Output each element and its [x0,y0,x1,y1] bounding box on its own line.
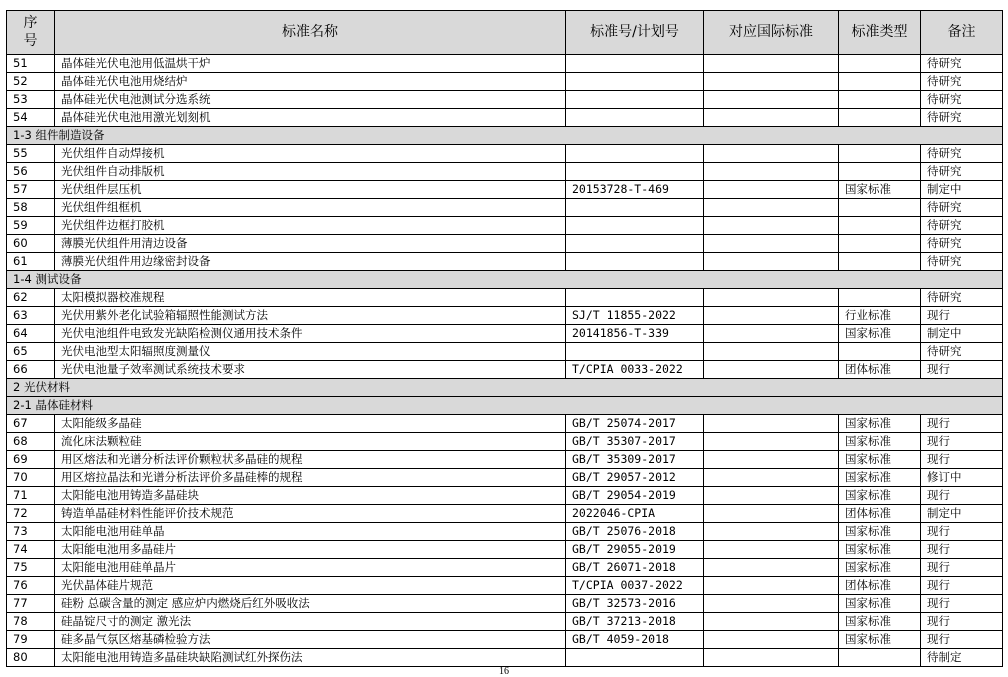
table-row [7,505,1003,523]
international-standard-cell [704,469,839,487]
standard-type-cell: 国家标准 [839,181,921,199]
table-row [7,613,1003,631]
serial-no-cell: 75 [7,559,55,577]
remark-cell: 待研究 [921,73,1003,91]
table-body [7,55,1003,667]
standard-code-cell: GB/T 37213-2018 [566,613,704,631]
table-row [7,73,1003,91]
international-standard-cell [704,91,839,109]
standard-name-cell: 光伏电池量子效率测试系统技术要求 [55,361,566,379]
standard-code-cell: GB/T 4059-2018 [566,631,704,649]
standard-type-cell [839,253,921,271]
standard-type-cell [839,235,921,253]
standard-type-cell: 国家标准 [839,541,921,559]
table-row [7,199,1003,217]
standard-code-cell: GB/T 25074-2017 [566,415,704,433]
table-header [7,11,1003,55]
international-standard-cell [704,145,839,163]
international-standard-cell [704,289,839,307]
remark-cell: 待研究 [921,235,1003,253]
table-row [7,469,1003,487]
remark-cell: 待研究 [921,109,1003,127]
table-row [7,523,1003,541]
international-standard-cell [704,523,839,541]
serial-no-cell: 67 [7,415,55,433]
section-header-row [7,379,1003,397]
standard-code-cell [566,235,704,253]
remark-cell: 现行 [921,361,1003,379]
remark-cell: 现行 [921,433,1003,451]
standard-code-cell: 2022046-CPIA [566,505,704,523]
remark-cell: 现行 [921,451,1003,469]
table-row [7,145,1003,163]
remark-cell: 待研究 [921,343,1003,361]
standard-type-cell: 团体标准 [839,577,921,595]
standard-name-cell: 晶体硅光伏电池测试分选系统 [55,91,566,109]
header-international-standard: 对应国际标准 [704,11,839,55]
serial-no-cell: 80 [7,649,55,667]
table-row [7,451,1003,469]
header-serial-no-text: 序号 [23,15,38,49]
standard-type-cell [839,145,921,163]
standard-name-cell: 光伏电池型太阳辐照度测量仪 [55,343,566,361]
table-row [7,343,1003,361]
table-row [7,487,1003,505]
standard-type-cell: 国家标准 [839,469,921,487]
section-title: 2-1 晶体硅材料 [7,397,1003,415]
section-header-row [7,271,1003,289]
international-standard-cell [704,343,839,361]
standard-name-cell: 太阳模拟器校准规程 [55,289,566,307]
serial-no-cell: 71 [7,487,55,505]
standard-type-cell: 国家标准 [839,613,921,631]
section-header-row [7,127,1003,145]
international-standard-cell [704,325,839,343]
header-standard-name: 标准名称 [55,11,566,55]
serial-no-cell: 74 [7,541,55,559]
serial-no-cell: 52 [7,73,55,91]
remark-cell: 现行 [921,415,1003,433]
table-row [7,577,1003,595]
remark-cell: 待研究 [921,253,1003,271]
remark-cell: 待研究 [921,289,1003,307]
remark-cell: 现行 [921,307,1003,325]
standard-code-cell [566,217,704,235]
remark-cell: 待研究 [921,199,1003,217]
remark-cell: 修订中 [921,469,1003,487]
remark-cell: 制定中 [921,505,1003,523]
standard-code-cell [566,73,704,91]
standard-name-cell: 晶体硅光伏电池用低温烘干炉 [55,55,566,73]
international-standard-cell [704,199,839,217]
standard-type-cell: 国家标准 [839,325,921,343]
standard-name-cell: 光伏组件自动排版机 [55,163,566,181]
international-standard-cell [704,451,839,469]
serial-no-cell: 57 [7,181,55,199]
standard-type-cell: 国家标准 [839,523,921,541]
international-standard-cell [704,73,839,91]
serial-no-cell: 73 [7,523,55,541]
standard-name-cell: 太阳能电池用硅单晶片 [55,559,566,577]
serial-no-cell: 53 [7,91,55,109]
header-standard-code: 标准号/计划号 [566,11,704,55]
standard-name-cell: 铸造单晶硅材料性能评价技术规范 [55,505,566,523]
table-row [7,235,1003,253]
standard-code-cell [566,145,704,163]
standard-name-cell: 光伏电池组件电致发光缺陷检测仪通用技术条件 [55,325,566,343]
international-standard-cell [704,253,839,271]
standard-code-cell: 20153728-T-469 [566,181,704,199]
serial-no-cell: 69 [7,451,55,469]
standard-code-cell: T/CPIA 0033-2022 [566,361,704,379]
table-row [7,289,1003,307]
table-row [7,325,1003,343]
serial-no-cell: 59 [7,217,55,235]
international-standard-cell [704,217,839,235]
standard-name-cell: 太阳能电池用硅单晶 [55,523,566,541]
table-row [7,541,1003,559]
international-standard-cell [704,361,839,379]
standard-name-cell: 太阳能电池用多晶硅片 [55,541,566,559]
standard-type-cell: 行业标准 [839,307,921,325]
remark-cell: 待研究 [921,91,1003,109]
standard-code-cell: 20141856-T-339 [566,325,704,343]
standard-code-cell [566,163,704,181]
standard-name-cell: 太阳能级多晶硅 [55,415,566,433]
international-standard-cell [704,631,839,649]
standard-code-cell [566,199,704,217]
table-row [7,163,1003,181]
table-row [7,109,1003,127]
serial-no-cell: 55 [7,145,55,163]
standard-code-cell: SJ/T 11855-2022 [566,307,704,325]
international-standard-cell [704,307,839,325]
standard-code-cell [566,289,704,307]
standard-type-cell [839,199,921,217]
standard-name-cell: 硅晶锭尺寸的测定 激光法 [55,613,566,631]
serial-no-cell: 54 [7,109,55,127]
remark-cell: 现行 [921,541,1003,559]
international-standard-cell [704,433,839,451]
section-title: 2 光伏材料 [7,379,1003,397]
international-standard-cell [704,235,839,253]
standard-code-cell: T/CPIA 0037-2022 [566,577,704,595]
remark-cell: 现行 [921,487,1003,505]
standard-code-cell: GB/T 32573-2016 [566,595,704,613]
standard-type-cell: 国家标准 [839,631,921,649]
serial-no-cell: 77 [7,595,55,613]
page-number: 16 [499,666,509,677]
header-serial-no [7,11,55,55]
international-standard-cell [704,505,839,523]
standard-code-cell: GB/T 29054-2019 [566,487,704,505]
standard-name-cell: 太阳能电池用铸造多晶硅块缺陷测试红外探伤法 [55,649,566,667]
standard-code-cell [566,253,704,271]
standard-name-cell: 薄膜光伏组件用清边设备 [55,235,566,253]
international-standard-cell [704,595,839,613]
standard-code-cell: GB/T 25076-2018 [566,523,704,541]
remark-cell: 制定中 [921,181,1003,199]
standard-type-cell [839,109,921,127]
serial-no-cell: 72 [7,505,55,523]
serial-no-cell: 51 [7,55,55,73]
remark-cell: 待研究 [921,163,1003,181]
table-row [7,91,1003,109]
standard-name-cell: 薄膜光伏组件用边缘密封设备 [55,253,566,271]
serial-no-cell: 56 [7,163,55,181]
table-row [7,253,1003,271]
table-row [7,595,1003,613]
standard-type-cell [839,217,921,235]
remark-cell: 现行 [921,523,1003,541]
serial-no-cell: 62 [7,289,55,307]
remark-cell: 待研究 [921,145,1003,163]
standard-name-cell: 硅多晶气氛区熔基磷检验方法 [55,631,566,649]
remark-cell: 现行 [921,577,1003,595]
serial-no-cell: 60 [7,235,55,253]
standard-code-cell [566,91,704,109]
table-row [7,415,1003,433]
header-remark: 备注 [921,11,1003,55]
standard-type-cell: 国家标准 [839,433,921,451]
standard-type-cell: 国家标准 [839,559,921,577]
standard-name-cell: 硅粉 总碳含量的测定 感应炉内燃烧后红外吸收法 [55,595,566,613]
international-standard-cell [704,613,839,631]
header-standard-type: 标准类型 [839,11,921,55]
serial-no-cell: 66 [7,361,55,379]
international-standard-cell [704,541,839,559]
standard-code-cell: GB/T 29055-2019 [566,541,704,559]
table-row [7,649,1003,667]
table-row [7,631,1003,649]
standard-type-cell [839,91,921,109]
standard-name-cell: 用区熔拉晶法和光谱分析法评价多晶硅棒的规程 [55,469,566,487]
remark-cell: 现行 [921,613,1003,631]
international-standard-cell [704,181,839,199]
table-row [7,433,1003,451]
table-row [7,181,1003,199]
standards-table [6,10,1003,667]
section-title: 1-4 测试设备 [7,271,1003,289]
international-standard-cell [704,163,839,181]
section-header-row [7,397,1003,415]
standard-type-cell [839,289,921,307]
serial-no-cell: 78 [7,613,55,631]
international-standard-cell [704,559,839,577]
standard-type-cell [839,163,921,181]
standard-type-cell [839,55,921,73]
remark-cell: 现行 [921,595,1003,613]
standard-type-cell: 国家标准 [839,595,921,613]
table-row [7,361,1003,379]
standard-type-cell [839,649,921,667]
table-row [7,559,1003,577]
serial-no-cell: 61 [7,253,55,271]
header-row [7,11,1003,55]
standard-code-cell [566,109,704,127]
standard-code-cell: GB/T 35307-2017 [566,433,704,451]
table-row [7,307,1003,325]
standard-type-cell [839,73,921,91]
remark-cell: 现行 [921,631,1003,649]
serial-no-cell: 70 [7,469,55,487]
standard-type-cell: 国家标准 [839,487,921,505]
standard-name-cell: 光伏组件层压机 [55,181,566,199]
standard-name-cell: 太阳能电池用铸造多晶硅块 [55,487,566,505]
remark-cell: 待研究 [921,55,1003,73]
standard-type-cell: 团体标准 [839,505,921,523]
international-standard-cell [704,415,839,433]
standard-name-cell: 光伏组件组框机 [55,199,566,217]
remark-cell: 制定中 [921,325,1003,343]
serial-no-cell: 68 [7,433,55,451]
standard-name-cell: 光伏组件边框打胶机 [55,217,566,235]
standard-type-cell: 国家标准 [839,415,921,433]
serial-no-cell: 64 [7,325,55,343]
section-title: 1-3 组件制造设备 [7,127,1003,145]
standard-code-cell [566,343,704,361]
serial-no-cell: 76 [7,577,55,595]
international-standard-cell [704,487,839,505]
standard-type-cell: 团体标准 [839,361,921,379]
serial-no-cell: 58 [7,199,55,217]
standard-code-cell [566,55,704,73]
standard-code-cell: GB/T 26071-2018 [566,559,704,577]
standard-name-cell: 光伏用紫外老化试验箱辐照性能测试方法 [55,307,566,325]
international-standard-cell [704,577,839,595]
international-standard-cell [704,55,839,73]
standard-name-cell: 晶体硅光伏电池用激光划刻机 [55,109,566,127]
international-standard-cell [704,649,839,667]
standard-type-cell: 国家标准 [839,451,921,469]
serial-no-cell: 63 [7,307,55,325]
standard-code-cell: GB/T 35309-2017 [566,451,704,469]
standard-name-cell: 用区熔法和光谱分析法评价颗粒状多晶硅的规程 [55,451,566,469]
serial-no-cell: 79 [7,631,55,649]
standard-name-cell: 晶体硅光伏电池用烧结炉 [55,73,566,91]
table-row [7,55,1003,73]
standard-name-cell: 光伏组件自动焊接机 [55,145,566,163]
table-row [7,217,1003,235]
standard-type-cell [839,343,921,361]
remark-cell: 现行 [921,559,1003,577]
serial-no-cell: 65 [7,343,55,361]
remark-cell: 待研究 [921,217,1003,235]
standard-name-cell: 光伏晶体硅片规范 [55,577,566,595]
remark-cell: 待制定 [921,649,1003,667]
standard-code-cell [566,649,704,667]
international-standard-cell [704,109,839,127]
standard-name-cell: 流化床法颗粒硅 [55,433,566,451]
standard-code-cell: GB/T 29057-2012 [566,469,704,487]
